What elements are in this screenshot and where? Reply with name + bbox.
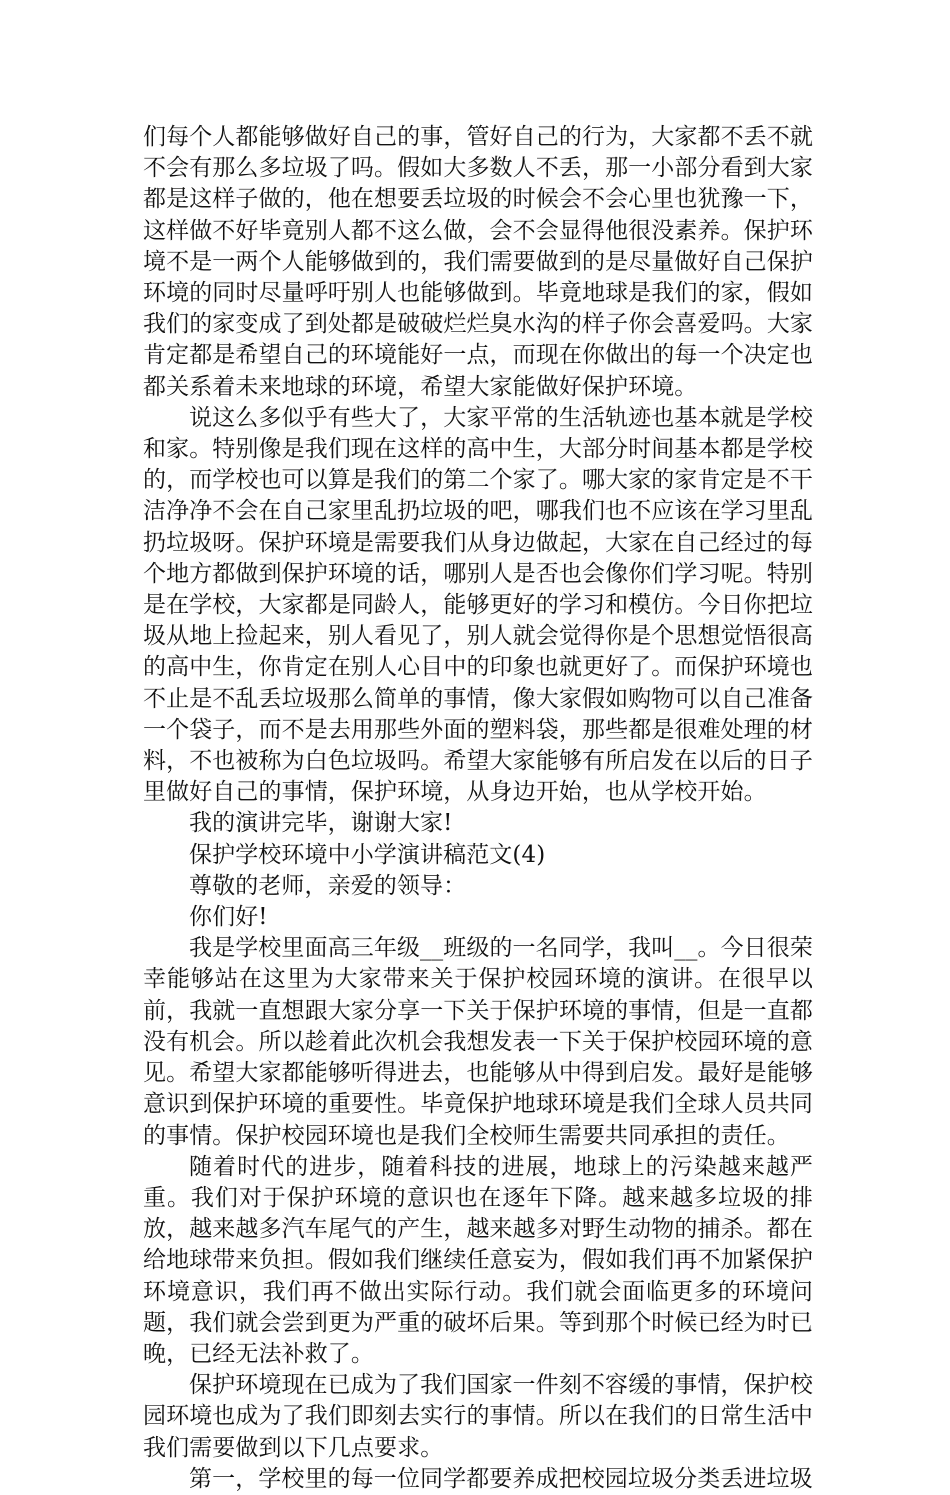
paragraph-first-point: 第一，学校里的每一位同学都要养成把校园垃圾分类丢进垃圾 — [189, 1465, 813, 1492]
paragraph-2: 说这么多似乎有些大了，大家平常的生活轨迹也基本就是学校和家。特别像是我们现在这样的高中生，大部分时间基本都是学校的，而学校也可以算是我们的第二个家了。哪大家的家肯定是不干洁净净不会在自己家里乱扔垃圾的吧，哪我们也不应该在学习里乱扔垃圾呀。保护环境是需要我们从身边做起，大家在自己经过的每个地方都做到保护环境的话，哪别人是否也会像你们学习呢。特别是在学校，大家都是同龄人，能够更好的学习和模仿。今日你把垃圾从地上捡起来，别人看见了，别人就会觉得你是个思想觉悟很高的高中生，你肯定在别人心目中的印象也就更好了。而保护环境也不止是不乱丢垃圾那么简单的事情，像大家假如购物可以自己准备一个袋子，而不是去用那些外面的塑料袋，那些都是很难处理的材料，不也被称为白色垃圾吗。希望大家能够有所启发在以后的日子里做好自己的事情，保护环境，从身边开始，也从学校开始。 — [143, 404, 813, 806]
salutation: 尊敬的老师，亲爱的领导： — [189, 872, 467, 899]
greeting: 你们好! — [189, 904, 268, 931]
paragraph-progress: 随着时代的进步，随着科技的进展，地球上的污染越来越严重。我们对于保护环境的意识也在逐年下降。越来越多垃圾的排放，越来越多汽车尾气的产生，越来越多对野生动物的捕杀。都在给地球带来负担。假如我们继续任意妄为，假如我们再不加紧保护环境意识，我们再不做出实际行动。我们就会面临更多的环境问题，我们就会尝到更为严重的破坏后果。等到那个时候已经为时已晚，已经无法补救了。 — [143, 1153, 813, 1367]
paragraph-1: 们每个人都能够做好自己的事，管好自己的行为，大家都不丢不就不会有那么多垃圾了吗。假如大多数人不丢，那一小部分看到大家都是这样子做的，他在想要丢垃圾的时候会不会心里也犹豫一下，这样做不好毕竟别人都不这么做，会不会显得他很没素养。保护环境不是一两个人能够做到的，我们需要做到的是尽量做好自己保护环境的同时尽量呼吁别人也能够做到。毕竟地球是我们的家，假如我们的家变成了到处都是破破烂烂臭水沟的样子你会喜爱吗。大家肯定都是希望自己的环境能好一点，而现在你做出的每一个决定也都关系着未来地球的环境，希望大家能做好保护环境。 — [143, 124, 813, 400]
paragraph-intro: 我是学校里面高三年级__班级的一名同学，我叫__。今日很荣幸能够站在这里为大家带来关于保护校园环境的演讲。在很早以前，我就一直想跟大家分享一下关于保护环境的事情，但是一直都没有机会。所以趁着此次机会我想发表一下关于保护校园环境的意见。希望大家都能够听得进去，也能够从中得到启发。最好是能够意识到保护环境的重要性。毕竟保护地球环境是我们全球人员共同的事情。保护校园环境也是我们全校师生需要共同承担的责任。 — [143, 935, 813, 1149]
closing-line: 我的演讲完毕，谢谢大家! — [189, 810, 453, 837]
section-title: 保护学校环境中小学演讲稿范文(4) — [189, 841, 546, 868]
document-body — [143, 122, 813, 1495]
paragraph-urgency: 保护环境现在已成为了我们国家一件刻不容缓的事情，保护校园环境也成为了我们即刻去实行的事情。所以在我们的日常生活中我们需要做到以下几点要求。 — [143, 1372, 813, 1461]
